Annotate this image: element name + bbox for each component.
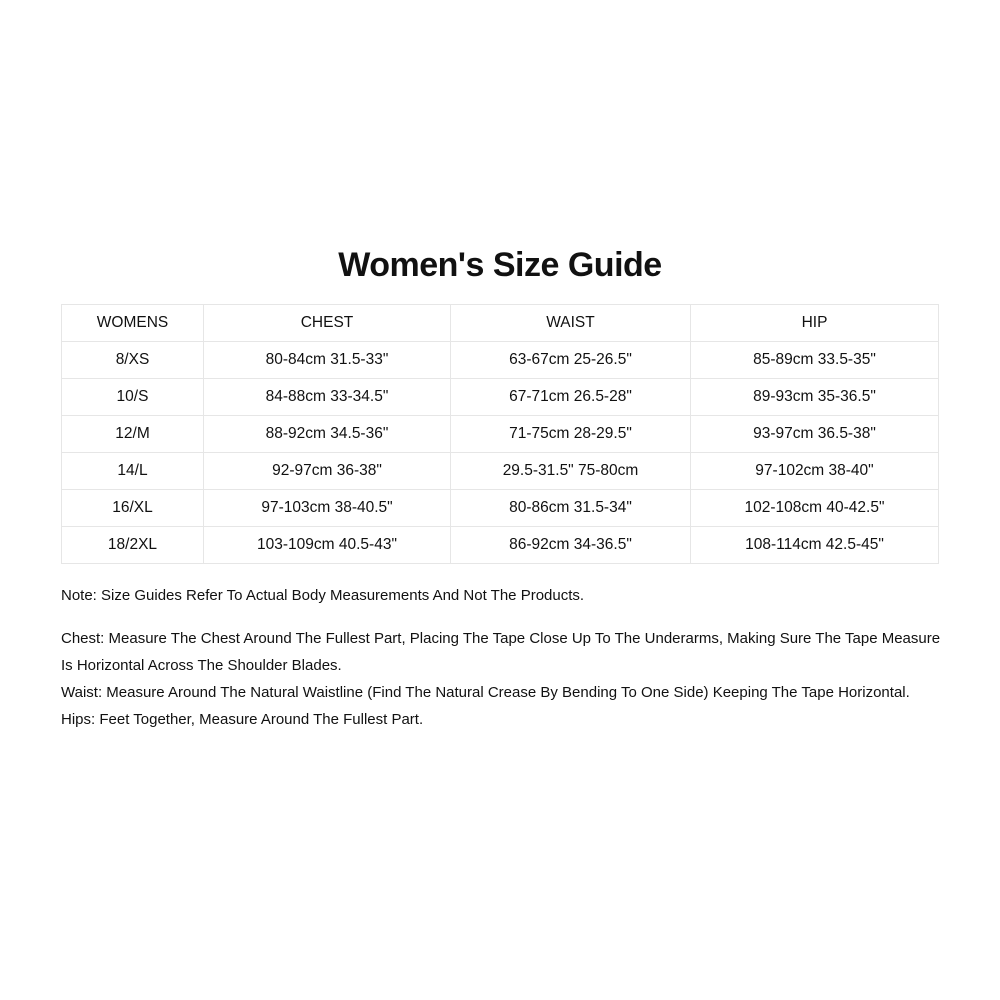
size-cell: 16/XL bbox=[62, 490, 204, 527]
table-row bbox=[62, 453, 939, 490]
chest-cell: 92-97cm 36-38" bbox=[204, 453, 451, 490]
waist-cell: 63-67cm 25-26.5" bbox=[451, 342, 691, 379]
hip-cell: 108-114cm 42.5-45" bbox=[691, 527, 939, 564]
table-row bbox=[62, 379, 939, 416]
size-cell: 8/XS bbox=[62, 342, 204, 379]
chest-instruction: Chest: Measure The Chest Around The Fullest Part, Placing The Tape Close Up To The Underarms, Making Sure The Tape Measure Is Horizontal Across The Shoulder Blades. bbox=[61, 630, 941, 674]
hip-cell: 85-89cm 33.5-35" bbox=[691, 342, 939, 379]
waist-cell: 71-75cm 28-29.5" bbox=[451, 416, 691, 453]
waist-cell: 67-71cm 26.5-28" bbox=[451, 379, 691, 416]
column-header-womens: WOMENS bbox=[62, 305, 204, 342]
column-header-hip: HIP bbox=[691, 305, 939, 342]
size-cell: 10/S bbox=[62, 379, 204, 416]
table-row bbox=[62, 527, 939, 564]
waist-cell: 86-92cm 34-36.5" bbox=[451, 527, 691, 564]
hip-cell: 102-108cm 40-42.5" bbox=[691, 490, 939, 527]
size-guide-table bbox=[61, 304, 939, 564]
hip-cell: 93-97cm 36.5-38" bbox=[691, 416, 939, 453]
column-header-waist: WAIST bbox=[451, 305, 691, 342]
chest-cell: 80-84cm 31.5-33" bbox=[204, 342, 451, 379]
table-row bbox=[62, 416, 939, 453]
table-header-row bbox=[62, 305, 939, 342]
hip-cell: 97-102cm 38-40" bbox=[691, 453, 939, 490]
waist-instruction: Waist: Measure Around The Natural Waistline (Find The Natural Crease By Bending To One Side) Keeping The Tape Horizontal. bbox=[61, 684, 910, 701]
waist-cell: 80-86cm 31.5-34" bbox=[451, 490, 691, 527]
chest-cell: 97-103cm 38-40.5" bbox=[204, 490, 451, 527]
note-text: Note: Size Guides Refer To Actual Body Measurements And Not The Products. bbox=[61, 587, 585, 604]
chest-cell: 88-92cm 34.5-36" bbox=[204, 416, 451, 453]
column-header-chest: CHEST bbox=[204, 305, 451, 342]
hip-cell: 89-93cm 35-36.5" bbox=[691, 379, 939, 416]
page-title: Women's Size Guide bbox=[338, 246, 662, 284]
size-cell: 12/M bbox=[62, 416, 204, 453]
table-row bbox=[62, 342, 939, 379]
waist-cell: 29.5-31.5" 75-80cm bbox=[451, 453, 691, 490]
chest-cell: 103-109cm 40.5-43" bbox=[204, 527, 451, 564]
chest-cell: 84-88cm 33-34.5" bbox=[204, 379, 451, 416]
measurement-notes bbox=[61, 582, 941, 733]
size-cell: 14/L bbox=[62, 453, 204, 490]
table-row bbox=[62, 490, 939, 527]
hips-instruction: Hips: Feet Together, Measure Around The Fullest Part. bbox=[61, 711, 424, 728]
size-cell: 18/2XL bbox=[62, 527, 204, 564]
